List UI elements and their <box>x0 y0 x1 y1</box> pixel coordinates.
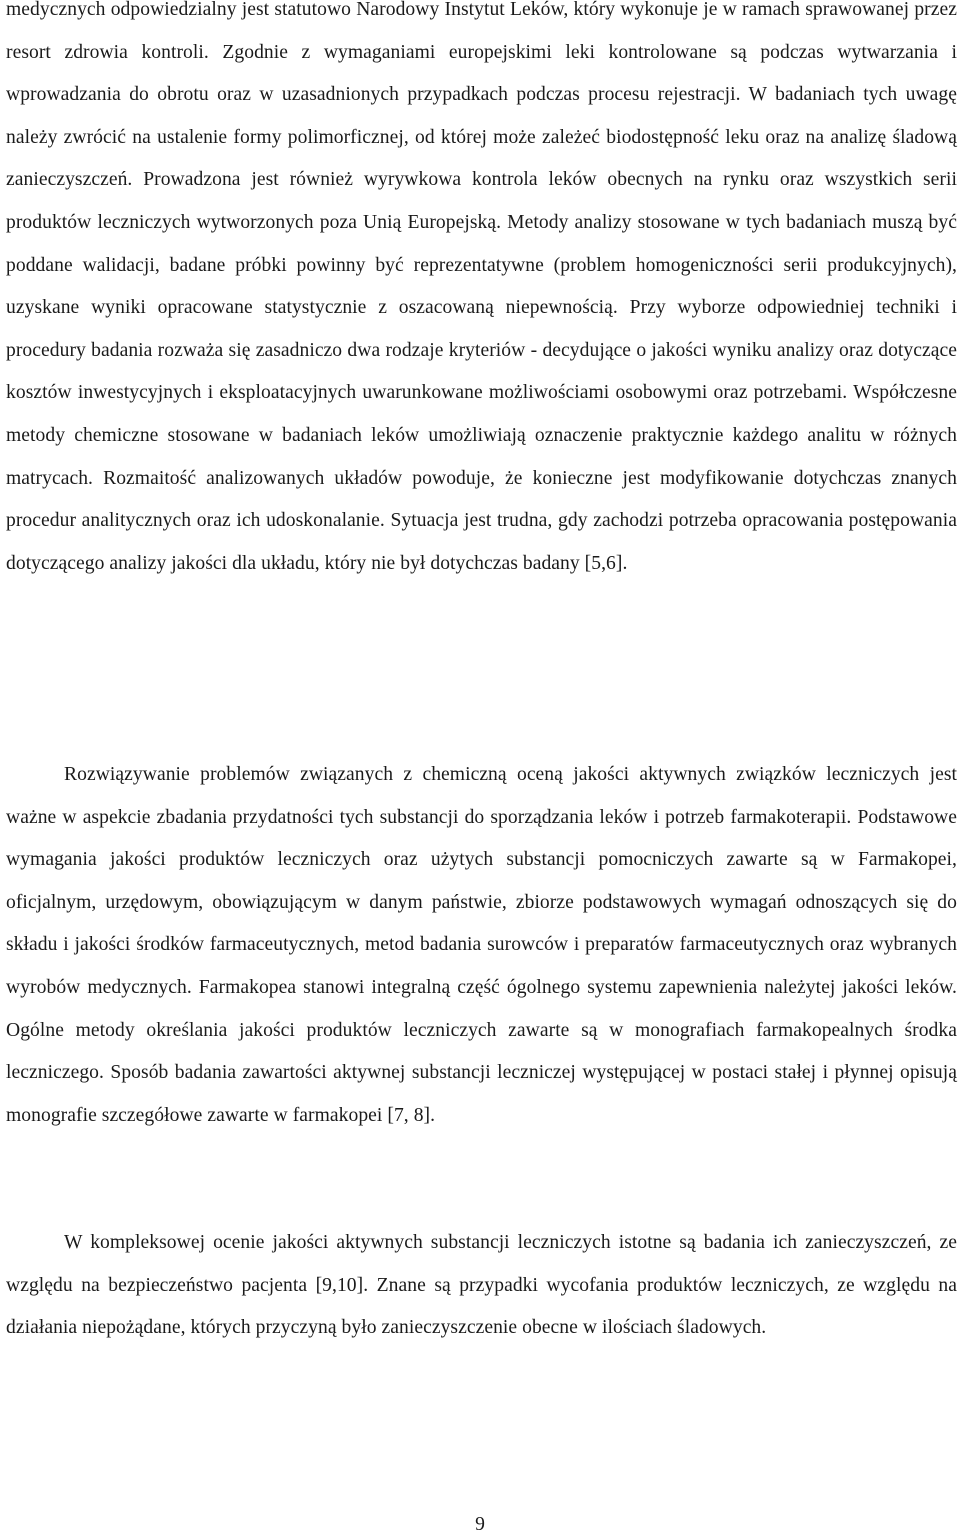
paragraph-2: Rozwiązywanie problemów związanych z chemiczną oceną jakości aktywnych związków leczniczych jest ważne w aspekcie zbadania przydatności tych substancji do sporządzania leków i potrzeb farmakoterapii. Podstawowe wymagania jakości produktów leczniczych oraz użytych substancji pomocniczych zawarte są w Farmakopei, oficjalnym, urzędowym, obowiązującym w danym państwie, zbiorze podstawowych wymagań odnoszących się do składu i jakości środków farmaceutycznych, metod badania surowców i preparatów farmaceutycznych oraz wybranych wyrobów medycznych. Farmakopea stanowi integralną część ógolnego systemu zapewnienia należytej jakości leków. Ogólne metody określania jakości produktów leczniczych zawarte są w monografiach farmakopealnych środka leczniczego. Sposób badania zawartości aktywnej substancji leczniczej występującej w postaci stałej i płynnej opisują monografie szczegółowe zawarte w farmakopei [7, 8]. <box>6 764 957 1126</box>
page-number: 9 <box>475 1514 485 1535</box>
paragraph-1: medycznych odpowiedzialny jest statutowo Narodowy Instytut Leków, który wykonuje je w ramach sprawowanej przez resort zdrowia kontroli. Zgodnie z wymaganiami europejskimi leki kontrolowane są podczas wytwarzania i wprowadzania do obrotu oraz w uzasadnionych przypadkach podczas procesu rejestracji. W badaniach tych uwagę należy zwrócić na ustalenie formy polimorficznej, od której może zależeć biodostępność leku oraz na analizę śladową zanieczyszczeń. Prowadzona jest również wyrywkowa kontrola leków obecnych na rynku oraz wszystkich serii produktów leczniczych wytworzonych poza Unią Europejską. Metody analizy stosowane w tych badaniach muszą być poddane walidacji, badane próbki powinny być reprezentatywne (problem homogeniczności serii produkcyjnych), uzyskane wyniki opracowane statystycznie z oszacowaną niepewnością. Przy wyborze odpowiedniej techniki i procedury badania rozważa się zasadniczo dwa rodzaje kryteriów - decydujące o jakości wyniku analizy oraz dotyczące kosztów inwestycyjnych i eksploatacyjnych uwarunkowane możliwościami osobowymi oraz potrzebami. Współczesne metody chemiczne stosowane w badaniach leków umożliwiają oznaczenie praktycznie każdego analitu w różnych matrycach. Rozmaitość analizowanych układów powoduje, że konieczne jest modyfikowanie dotychczas znanych procedur analitycznych oraz ich udoskonalanie. Sytuacja jest trudna, gdy zachodzi potrzeba opracowania postępowania dotyczącego analizy jakości dla układu, który nie był dotychczas badany [5,6]. <box>6 0 957 574</box>
paragraph-3: W kompleksowej ocenie jakości aktywnych substancji leczniczych istotne są badania ich zanieczyszczeń, ze względu na bezpieczeństwo pacjenta [9,10]. Znane są przypadki wycofania produktów leczniczych, ze względu na działania niepożądane, których przyczyną było zanieczyszczenie obecne w ilościach śladowych. <box>6 1232 957 1339</box>
